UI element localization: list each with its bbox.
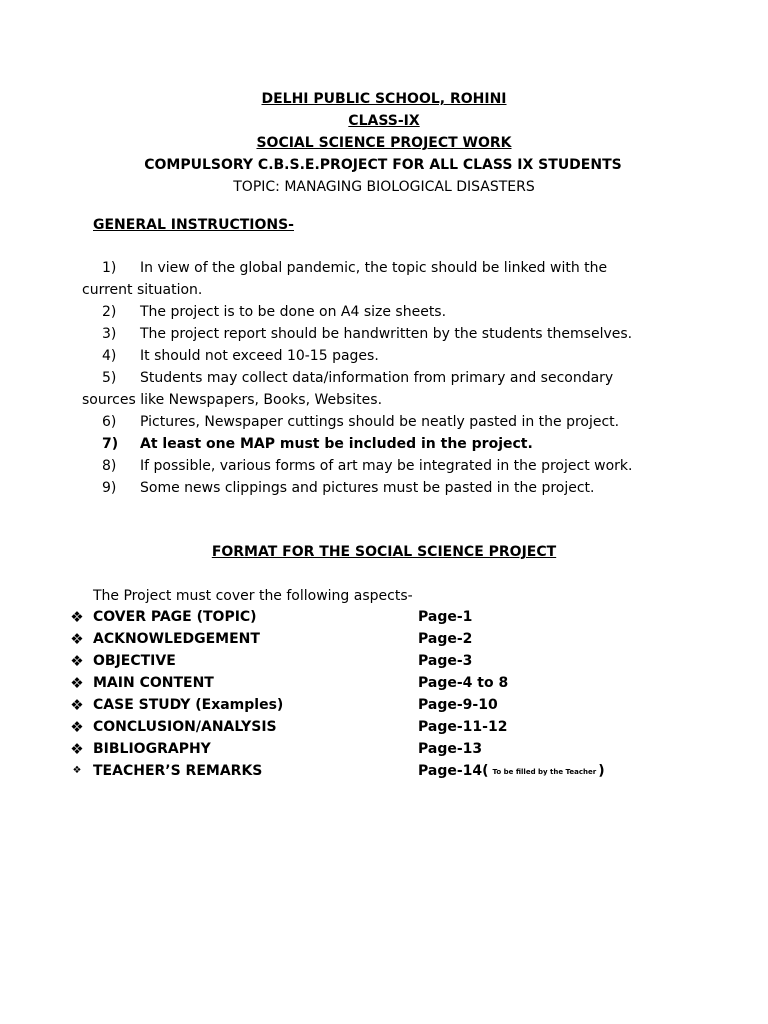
aspect-label: MAIN CONTENT [93,675,214,691]
instruction-number: 6) [102,414,117,430]
diamond-bullet-icon: ❖ [70,674,84,692]
format-title: FORMAT FOR THE SOCIAL SCIENCE PROJECT [211,544,557,560]
instruction-number: 9) [102,480,117,496]
instruction-text: The project report should be handwritten by the students themselves. [140,326,633,342]
aspect-item [0,606,768,628]
aspect-page: Page-4 to 8 [418,675,509,691]
aspect-page: Page-1 [418,609,473,625]
instruction-item-emphasized [0,433,768,455]
instruction-continuation [0,389,768,411]
closing-parenthesis: ) [598,763,605,779]
aspect-label: CONCLUSION/ANALYSIS [93,719,277,735]
school-name: DELHI PUBLIC SCHOOL, ROHINI [261,91,507,107]
instruction-number: 1) [102,260,117,276]
aspect-page: Page-9-10 [418,697,498,713]
aspect-label: OBJECTIVE [93,653,176,669]
diamond-bullet-icon: ❖ [70,740,84,758]
instruction-text: It should not exceed 10-15 pages. [140,348,379,364]
aspect-page: Page-14( [418,763,489,779]
instruction-text-continued: sources like Newspapers, Books, Websites. [82,392,383,408]
instruction-number: 7) [102,436,119,452]
project-subject: SOCIAL SCIENCE PROJECT WORK [256,135,512,151]
instruction-item [0,345,768,367]
instruction-item [0,477,768,499]
diamond-bullet-icon: ❖ [70,630,84,648]
aspect-item [0,716,768,738]
aspect-item [0,738,768,760]
instruction-number: 3) [102,326,117,342]
instruction-text: In view of the global pandemic, the topic should be linked with the [140,260,608,276]
aspect-item [0,650,768,672]
diamond-bullet-icon: ❖ [70,718,84,736]
instruction-list [0,257,768,499]
project-topic: TOPIC: MANAGING BIOLOGICAL DISASTERS [233,179,535,195]
instruction-item [0,367,768,389]
instruction-item [0,257,768,279]
aspect-page-with-note [418,760,605,783]
instruction-text: At least one MAP must be included in the project. [140,436,533,452]
instruction-continuation [0,279,768,301]
diamond-bullet-icon: ❖ [70,696,84,714]
aspect-item [0,672,768,694]
instruction-item [0,323,768,345]
instruction-text: Some news clippings and pictures must be pasted in the project. [140,480,595,496]
instruction-number: 4) [102,348,117,364]
aspect-label: ACKNOWLEDGEMENT [93,631,260,647]
instruction-text: The project is to be done on A4 size sheets. [140,304,447,320]
instruction-number: 2) [102,304,117,320]
aspect-page: Page-2 [418,631,473,647]
instruction-item [0,301,768,323]
aspect-label: CASE STUDY (Examples) [93,697,284,713]
aspect-page: Page-3 [418,653,473,669]
class-label: CLASS-IX [348,113,420,129]
instruction-text: If possible, various forms of art may be integrated in the project work. [140,458,633,474]
instruction-text: Pictures, Newspaper cuttings should be neatly pasted in the project. [140,414,620,430]
diamond-bullet-icon: ❖ [70,608,84,626]
teacher-note: To be filled by the Teacher [492,768,597,776]
instruction-item [0,455,768,477]
aspect-label: BIBLIOGRAPHY [93,741,211,757]
aspect-item [0,628,768,650]
format-intro: The Project must cover the following aspects- [93,588,413,604]
instruction-item [0,411,768,433]
instruction-text-continued: current situation. [82,282,203,298]
aspect-list [0,606,768,782]
general-instructions-title: GENERAL INSTRUCTIONS- [93,217,294,233]
aspect-label: TEACHER’S REMARKS [93,763,263,779]
aspect-item [0,760,768,782]
compulsory-line: COMPULSORY C.B.S.E.PROJECT FOR ALL CLASS IX STUDENTS [144,157,622,173]
aspect-label: COVER PAGE (TOPIC) [93,609,257,625]
aspect-page: Page-11-12 [418,719,508,735]
aspect-item [0,694,768,716]
diamond-bullet-icon: ❖ [72,765,82,776]
instruction-text: Students may collect data/information from primary and secondary [140,370,614,386]
instruction-number: 8) [102,458,117,474]
aspect-page: Page-13 [418,741,483,757]
diamond-bullet-icon: ❖ [70,652,84,670]
document-header [0,88,768,198]
instruction-number: 5) [102,370,117,386]
